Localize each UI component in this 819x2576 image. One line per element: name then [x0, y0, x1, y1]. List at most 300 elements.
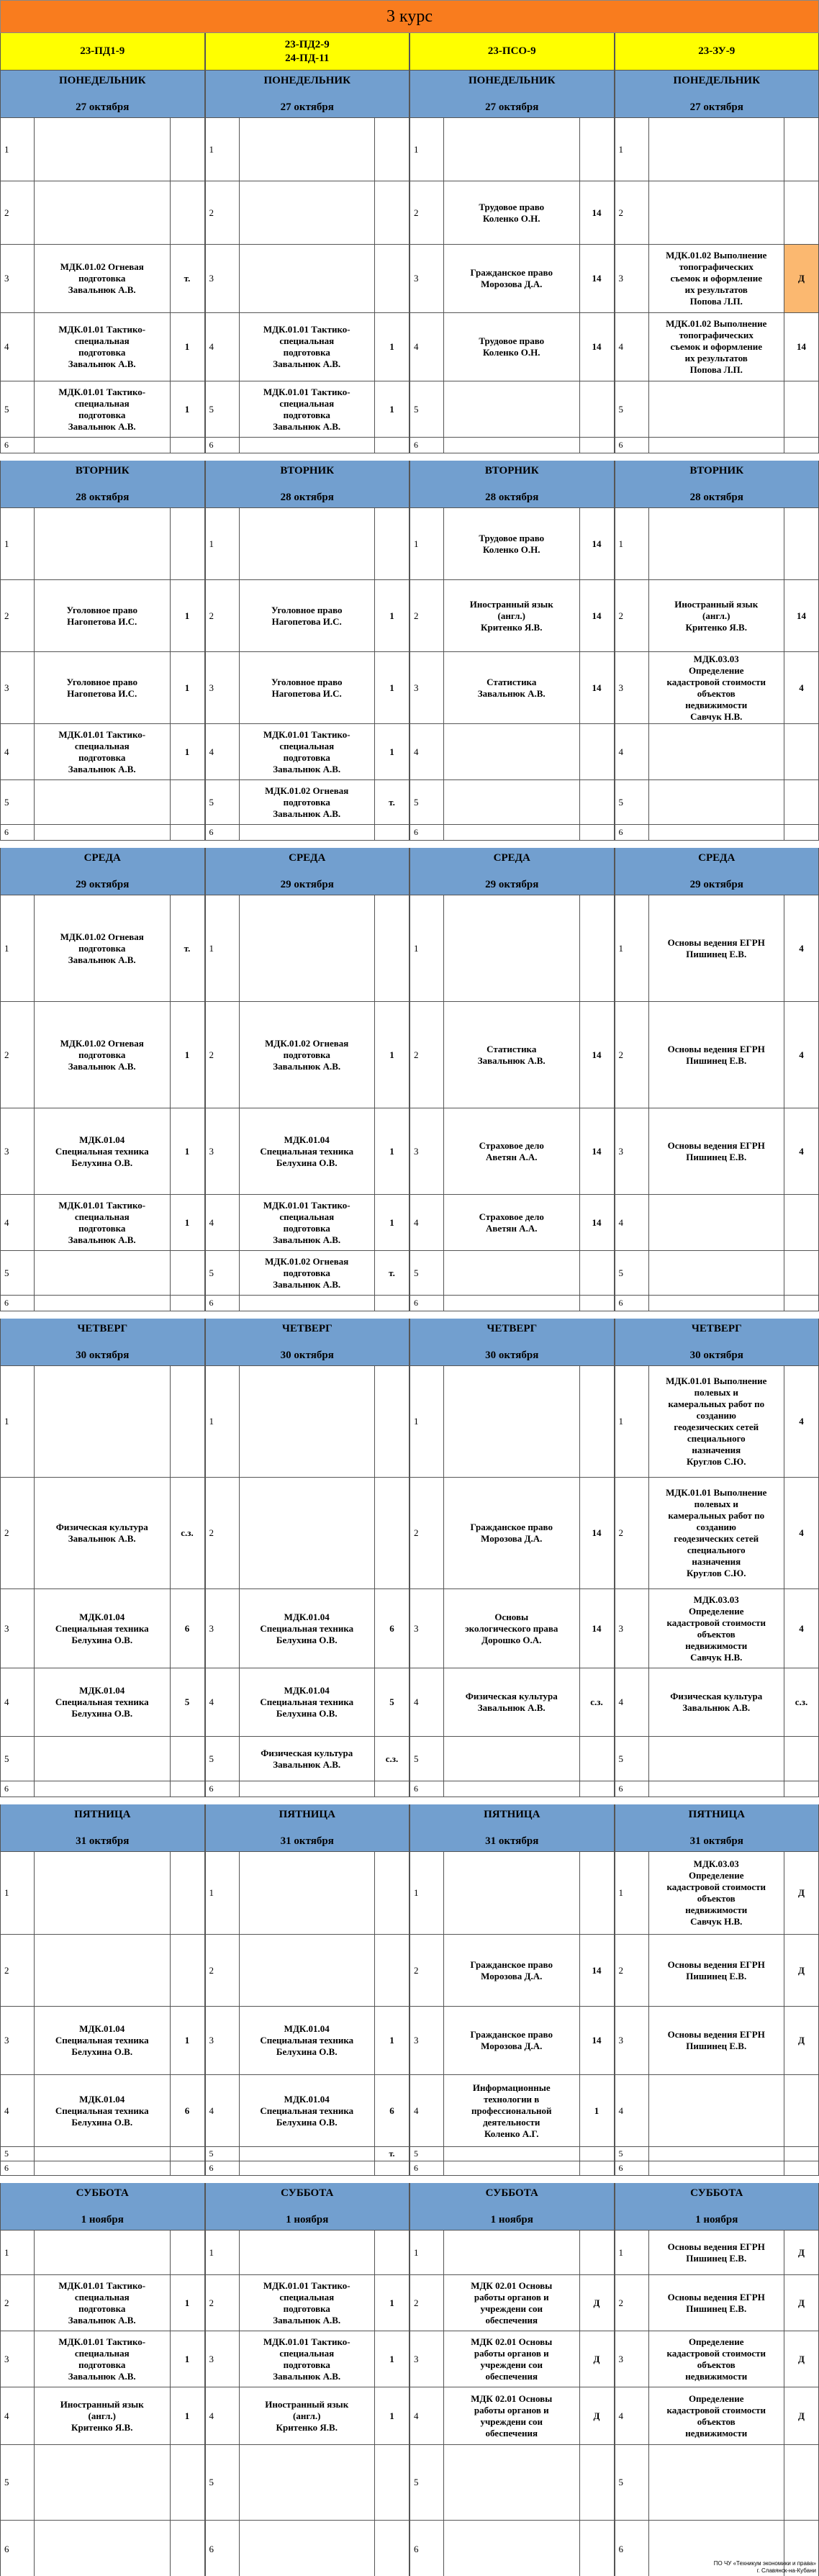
- lesson-slot: [0, 2231, 205, 2275]
- lesson-subject: [35, 1781, 171, 1797]
- lesson-row: [0, 724, 819, 780]
- lesson-room: 6: [375, 1589, 410, 1668]
- lesson-slot: [205, 825, 410, 841]
- lesson-subject: Информационные технологии в профессиональной деятельности Коленко А.Г.: [444, 2075, 580, 2147]
- lesson-number: 6: [615, 2161, 649, 2176]
- lesson-number: 5: [410, 1737, 444, 1781]
- lesson-subject: Основы ведения ЕГРН Пишинец Е.В.: [649, 895, 785, 1002]
- lesson-number: 3: [205, 1589, 240, 1668]
- lesson-number: 3: [410, 2007, 444, 2075]
- lesson-slot: [0, 381, 205, 438]
- lesson-number: 4: [0, 313, 35, 381]
- lesson-number: 3: [410, 1589, 444, 1668]
- lesson-room: [375, 825, 410, 841]
- lesson-room: [375, 438, 410, 453]
- lesson-subject: Основы ведения ЕГРН Пишинец Е.В.: [649, 2007, 785, 2075]
- lesson-room: [171, 508, 205, 580]
- lesson-room: 4: [784, 895, 819, 1002]
- lesson-slot: [615, 1589, 819, 1668]
- lesson-subject: [444, 2147, 580, 2161]
- lesson-number: 2: [205, 181, 240, 245]
- lesson-subject: [35, 2445, 171, 2521]
- lesson-room: [580, 2161, 615, 2176]
- lesson-room: Д: [784, 245, 819, 313]
- day-date: 31 октября: [485, 1835, 539, 1847]
- lesson-subject: [444, 1737, 580, 1781]
- lesson-slot: [0, 2275, 205, 2331]
- lesson-number: 6: [0, 1781, 35, 1797]
- day-name: ПЯТНИЦА: [484, 1809, 540, 1820]
- lesson-subject: [35, 438, 171, 453]
- lesson-slot: [205, 1108, 410, 1195]
- day-date: 27 октября: [689, 101, 743, 113]
- lesson-number: 2: [205, 1935, 240, 2007]
- lesson-slot: [205, 2161, 410, 2176]
- lesson-number: 2: [615, 2275, 649, 2331]
- lesson-slot: [410, 652, 615, 724]
- lesson-slot: [615, 2231, 819, 2275]
- lesson-subject: [649, 2445, 785, 2521]
- lesson-subject: [35, 2521, 171, 2576]
- lesson-room: [171, 1366, 205, 1478]
- lesson-room: [375, 2231, 410, 2275]
- lesson-slot: [205, 245, 410, 313]
- lesson-number: 3: [410, 2331, 444, 2387]
- lesson-subject: [240, 508, 376, 580]
- lesson-number: 1: [410, 895, 444, 1002]
- day-date: 31 октября: [280, 1835, 334, 1847]
- day-date: 31 октября: [76, 1835, 130, 1847]
- lesson-room: [580, 118, 615, 181]
- lesson-subject: МДК.01.04 Специальная техника Белухина О.В.: [240, 1668, 376, 1737]
- lesson-slot: [205, 1737, 410, 1781]
- lesson-room: [580, 895, 615, 1002]
- lesson-room: [171, 2147, 205, 2161]
- lesson-number: 2: [410, 1002, 444, 1108]
- lesson-number: 5: [615, 1251, 649, 1296]
- lesson-room: 5: [171, 1668, 205, 1737]
- lesson-room: [375, 2445, 410, 2521]
- day-name: СРЕДА: [493, 852, 530, 864]
- lesson-slot: [410, 1296, 615, 1311]
- lesson-room: Д: [784, 2007, 819, 2075]
- lesson-room: [580, 1781, 615, 1797]
- lesson-subject: [240, 2521, 376, 2576]
- lesson-subject: [444, 895, 580, 1002]
- lesson-slot: [0, 580, 205, 652]
- lesson-subject: [240, 825, 376, 841]
- day-spacer: [0, 2176, 819, 2183]
- lesson-row: [0, 895, 819, 1002]
- lesson-room: с.з.: [375, 1737, 410, 1781]
- lesson-number: 2: [0, 580, 35, 652]
- lesson-row: [0, 1002, 819, 1108]
- lesson-row: [0, 825, 819, 841]
- lesson-subject: Уголовное право Нагопетова И.С.: [240, 580, 376, 652]
- lesson-subject: МДК.01.01 Тактико- специальная подготовка Завальнюк А.В.: [35, 724, 171, 780]
- lesson-slot: [410, 825, 615, 841]
- lesson-slot: [0, 895, 205, 1002]
- lesson-slot: [410, 724, 615, 780]
- lesson-number: 3: [615, 1589, 649, 1668]
- lesson-slot: [615, 1195, 819, 1251]
- lesson-room: 14: [580, 1195, 615, 1251]
- lesson-subject: Основы ведения ЕГРН Пишинец Е.В.: [649, 2275, 785, 2331]
- lesson-number: 4: [205, 724, 240, 780]
- lesson-row: [0, 2275, 819, 2331]
- lesson-slot: [615, 895, 819, 1002]
- lesson-number: 5: [0, 1737, 35, 1781]
- lesson-room: [580, 2147, 615, 2161]
- lesson-slot: [410, 780, 615, 825]
- lesson-slot: [205, 2387, 410, 2445]
- group-name: 23-ПД1-9: [80, 45, 125, 57]
- lesson-slot: [410, 381, 615, 438]
- lesson-room: [171, 1852, 205, 1935]
- lesson-subject: Физическая культура Завальнюк А.В.: [35, 1478, 171, 1589]
- lesson-slot: [0, 118, 205, 181]
- lesson-row: [0, 1195, 819, 1251]
- lesson-slot: [410, 1668, 615, 1737]
- lesson-slot: [0, 1737, 205, 1781]
- lesson-room: [171, 780, 205, 825]
- lesson-number: 2: [0, 1478, 35, 1589]
- lesson-slot: [0, 652, 205, 724]
- lesson-subject: Гражданское право Морозова Д.А.: [444, 1935, 580, 2007]
- lesson-row: [0, 381, 819, 438]
- lesson-room: 14: [580, 1108, 615, 1195]
- lesson-number: 4: [0, 1195, 35, 1251]
- day-header: [205, 461, 410, 508]
- lesson-number: 1: [205, 1366, 240, 1478]
- lesson-slot: [205, 652, 410, 724]
- lesson-number: 6: [0, 2521, 35, 2576]
- lesson-number: 2: [410, 1935, 444, 2007]
- lesson-subject: Уголовное право Нагопетова И.С.: [35, 580, 171, 652]
- lesson-slot: [0, 1366, 205, 1478]
- day-date: 27 октября: [280, 101, 334, 113]
- lesson-room: [784, 1737, 819, 1781]
- day-header: [410, 2183, 615, 2231]
- lesson-room: [171, 181, 205, 245]
- lesson-slot: [410, 2387, 615, 2445]
- lesson-slot: [615, 1478, 819, 1589]
- lesson-slot: [615, 580, 819, 652]
- lesson-slot: [615, 2147, 819, 2161]
- lesson-subject: Статистика Завальнюк А.В.: [444, 652, 580, 724]
- lesson-number: 1: [0, 118, 35, 181]
- day-name: СУББОТА: [690, 2187, 743, 2199]
- lesson-number: 3: [615, 652, 649, 724]
- lesson-subject: [649, 1296, 785, 1311]
- lesson-room: [784, 381, 819, 438]
- lesson-slot: [615, 1108, 819, 1195]
- lesson-slot: [615, 1852, 819, 1935]
- lesson-room: 6: [171, 2075, 205, 2147]
- lesson-room: [171, 2231, 205, 2275]
- lesson-slot: [410, 2147, 615, 2161]
- lesson-room: т.: [375, 1251, 410, 1296]
- lesson-number: 4: [0, 2387, 35, 2445]
- lesson-row: [0, 580, 819, 652]
- lesson-subject: [444, 2231, 580, 2275]
- lesson-slot: [0, 2161, 205, 2176]
- lesson-subject: [35, 1935, 171, 2007]
- lesson-room: 1: [375, 1002, 410, 1108]
- lesson-subject: [35, 1251, 171, 1296]
- lesson-subject: [240, 1366, 376, 1478]
- lesson-subject: МДК.03.03 Определение кадастровой стоимости объектов недвижимости Савчук Н.В.: [649, 652, 785, 724]
- lesson-slot: [205, 1935, 410, 2007]
- lesson-number: 3: [0, 245, 35, 313]
- day-date: 27 октября: [485, 101, 539, 113]
- lesson-slot: [0, 2331, 205, 2387]
- lesson-subject: МДК.01.01 Тактико- специальная подготовка Завальнюк А.В.: [35, 2275, 171, 2331]
- lesson-room: 14: [580, 508, 615, 580]
- lesson-room: т.: [375, 780, 410, 825]
- lesson-room: [580, 780, 615, 825]
- lesson-number: 5: [410, 381, 444, 438]
- lesson-number: 2: [410, 1478, 444, 1589]
- day-date: 28 октября: [76, 492, 130, 503]
- lesson-room: [171, 2161, 205, 2176]
- lesson-subject: МДК.01.01 Выполнение полевых и камеральных работ по созданию геодезических сетей специального назначения Круглов С.Ю.: [649, 1366, 785, 1478]
- day-date: 28 октября: [280, 492, 334, 503]
- lesson-number: 3: [205, 652, 240, 724]
- lesson-row: [0, 118, 819, 181]
- lesson-slot: [0, 1108, 205, 1195]
- lesson-slot: [0, 1852, 205, 1935]
- lesson-subject: [240, 895, 376, 1002]
- lesson-room: [784, 825, 819, 841]
- lesson-number: 5: [0, 2445, 35, 2521]
- lesson-subject: МДК.01.01 Тактико- специальная подготовка Завальнюк А.В.: [240, 2275, 376, 2331]
- lesson-subject: Иностранный язык (англ.) Критенко Я.В.: [444, 580, 580, 652]
- lesson-room: 14: [580, 2007, 615, 2075]
- lesson-subject: [444, 2161, 580, 2176]
- lesson-subject: МДК.01.01 Тактико- специальная подготовка Завальнюк А.В.: [240, 1195, 376, 1251]
- lesson-number: 1: [410, 118, 444, 181]
- day-header: [0, 461, 205, 508]
- day-name: ПЯТНИЦА: [74, 1809, 131, 1820]
- lesson-number: 3: [205, 2331, 240, 2387]
- day-name: ЧЕТВЕРГ: [487, 1323, 538, 1334]
- lesson-room: [375, 1852, 410, 1935]
- lesson-room: 4: [784, 1108, 819, 1195]
- lesson-slot: [0, 2007, 205, 2075]
- day-date: 1 ноября: [695, 2214, 738, 2225]
- lesson-slot: [410, 2161, 615, 2176]
- lesson-number: 5: [615, 1737, 649, 1781]
- group-name: 23-ПСО-9: [487, 45, 536, 57]
- day-name: СРЕДА: [698, 852, 736, 864]
- lesson-subject: Страховое дело Аветян А.А.: [444, 1195, 580, 1251]
- lesson-slot: [205, 724, 410, 780]
- lesson-room: 14: [580, 181, 615, 245]
- lesson-row: [0, 2331, 819, 2387]
- lesson-number: 4: [410, 724, 444, 780]
- lesson-subject: [35, 2147, 171, 2161]
- lesson-slot: [0, 825, 205, 841]
- lesson-room: 14: [580, 1002, 615, 1108]
- day-header: [615, 1319, 819, 1366]
- lesson-number: 1: [615, 118, 649, 181]
- lesson-subject: МДК 02.01 Основы работы органов и учреждени сои обеспечения: [444, 2387, 580, 2445]
- lesson-subject: [444, 438, 580, 453]
- lesson-number: 6: [410, 2521, 444, 2576]
- group-header-row: [0, 33, 819, 71]
- day-header: [615, 461, 819, 508]
- day-header: [205, 1319, 410, 1366]
- lesson-number: 3: [615, 1108, 649, 1195]
- lesson-room: [171, 2521, 205, 2576]
- day-name: ЧЕТВЕРГ: [281, 1323, 332, 1334]
- lesson-room: [580, 381, 615, 438]
- lesson-slot: [205, 780, 410, 825]
- lesson-number: 5: [205, 1251, 240, 1296]
- lesson-room: 5: [375, 1668, 410, 1737]
- lesson-row: [0, 652, 819, 724]
- lesson-subject: Статистика Завальнюк А.В.: [444, 1002, 580, 1108]
- lesson-room: 4: [784, 652, 819, 724]
- lesson-number: 4: [410, 313, 444, 381]
- lesson-row: [0, 780, 819, 825]
- day-date: 28 октября: [485, 492, 539, 503]
- lesson-room: [784, 118, 819, 181]
- day-date: 30 октября: [485, 1350, 539, 1361]
- lesson-slot: [615, 2331, 819, 2387]
- lesson-slot: [615, 1737, 819, 1781]
- lesson-slot: [205, 118, 410, 181]
- lesson-row: [0, 2161, 819, 2176]
- day-header: [0, 2183, 205, 2231]
- lesson-room: [375, 1781, 410, 1797]
- lesson-room: [375, 2161, 410, 2176]
- lesson-slot: [615, 1366, 819, 1478]
- day-name: ПОНЕДЕЛЬНИК: [673, 75, 760, 86]
- lesson-room: [375, 245, 410, 313]
- lesson-subject: Трудовое право Коленко О.Н.: [444, 313, 580, 381]
- lesson-slot: [410, 1251, 615, 1296]
- lesson-room: [784, 1296, 819, 1311]
- group-name: 23-ЗУ-9: [698, 45, 736, 57]
- lesson-subject: [240, 1478, 376, 1589]
- day-name: СУББОТА: [281, 2187, 334, 2199]
- lesson-slot: [205, 2231, 410, 2275]
- lesson-subject: МДК.01.02 Огневая подготовка Завальнюк А.В.: [35, 1002, 171, 1108]
- lesson-slot: [410, 1852, 615, 1935]
- lesson-number: 1: [615, 1366, 649, 1478]
- lesson-number: 4: [205, 313, 240, 381]
- lesson-room: Д: [784, 2331, 819, 2387]
- lesson-slot: [410, 580, 615, 652]
- lesson-subject: Гражданское право Морозова Д.А.: [444, 2007, 580, 2075]
- day-name: СУББОТА: [485, 2187, 538, 2199]
- day-header: [205, 1804, 410, 1852]
- lesson-subject: МДК.01.04 Специальная техника Белухина О.В.: [240, 1108, 376, 1195]
- lesson-room: [171, 118, 205, 181]
- lesson-room: 1: [171, 2007, 205, 2075]
- lesson-slot: [410, 1737, 615, 1781]
- lesson-subject: Основы ведения ЕГРН Пишинец Е.В.: [649, 2231, 785, 2275]
- lesson-slot: [615, 1781, 819, 1797]
- lesson-slot: [410, 895, 615, 1002]
- lesson-subject: [649, 508, 785, 580]
- lesson-slot: [410, 2275, 615, 2331]
- lesson-subject: Уголовное право Нагопетова И.С.: [240, 652, 376, 724]
- lesson-subject: МДК.01.04 Специальная техника Белухина О.В.: [35, 1589, 171, 1668]
- day-header: [410, 848, 615, 895]
- lesson-subject: МДК.01.04 Специальная техника Белухина О.В.: [35, 1108, 171, 1195]
- lesson-slot: [0, 313, 205, 381]
- day-header: [0, 1319, 205, 1366]
- lesson-subject: МДК 02.01 Основы работы органов и учреждени сои обеспечения: [444, 2275, 580, 2331]
- lesson-slot: [205, 1002, 410, 1108]
- lesson-number: 1: [205, 1852, 240, 1935]
- lesson-subject: [240, 1296, 376, 1311]
- lesson-slot: [410, 181, 615, 245]
- lesson-slot: [410, 1781, 615, 1797]
- lesson-room: [375, 1366, 410, 1478]
- lesson-slot: [0, 508, 205, 580]
- lesson-slot: [205, 580, 410, 652]
- lesson-slot: [0, 2075, 205, 2147]
- lesson-slot: [0, 2147, 205, 2161]
- lesson-room: 1: [580, 2075, 615, 2147]
- lesson-subject: [35, 508, 171, 580]
- lesson-subject: МДК.01.01 Тактико- специальная подготовка Завальнюк А.В.: [240, 724, 376, 780]
- lesson-row: [0, 313, 819, 381]
- lesson-number: 5: [615, 780, 649, 825]
- lesson-number: 5: [410, 2445, 444, 2521]
- lesson-row: [0, 1668, 819, 1737]
- lesson-room: [784, 1251, 819, 1296]
- lesson-room: 1: [375, 652, 410, 724]
- lesson-slot: [615, 2387, 819, 2445]
- lesson-number: 3: [0, 2007, 35, 2075]
- lesson-number: 4: [410, 2075, 444, 2147]
- lesson-slot: [615, 825, 819, 841]
- lesson-room: 1: [375, 2387, 410, 2445]
- lesson-number: 2: [0, 1002, 35, 1108]
- lesson-subject: МДК.01.02 Огневая подготовка Завальнюк А.В.: [240, 1251, 376, 1296]
- lesson-slot: [410, 1366, 615, 1478]
- lesson-row: [0, 1108, 819, 1195]
- lesson-room: т.: [375, 2147, 410, 2161]
- lesson-slot: [205, 1589, 410, 1668]
- day-date: 31 октября: [689, 1835, 743, 1847]
- lesson-subject: [444, 1251, 580, 1296]
- lesson-subject: [35, 825, 171, 841]
- lesson-number: 2: [615, 1935, 649, 2007]
- lesson-slot: [615, 1935, 819, 2007]
- day-name: ПЯТНИЦА: [279, 1809, 335, 1820]
- lesson-subject: [240, 1852, 376, 1935]
- group-name: 23-ПД2-9: [284, 38, 330, 50]
- lesson-number: 1: [205, 895, 240, 1002]
- lesson-slot: [615, 2075, 819, 2147]
- lesson-row: [0, 2007, 819, 2075]
- lesson-number: 5: [410, 1251, 444, 1296]
- lesson-room: 1: [171, 313, 205, 381]
- lesson-subject: [35, 2231, 171, 2275]
- lesson-number: 6: [410, 2161, 444, 2176]
- lesson-row: [0, 1589, 819, 1668]
- lesson-number: 4: [0, 724, 35, 780]
- lesson-slot: [205, 1478, 410, 1589]
- lesson-number: 4: [410, 1195, 444, 1251]
- lesson-number: 2: [410, 580, 444, 652]
